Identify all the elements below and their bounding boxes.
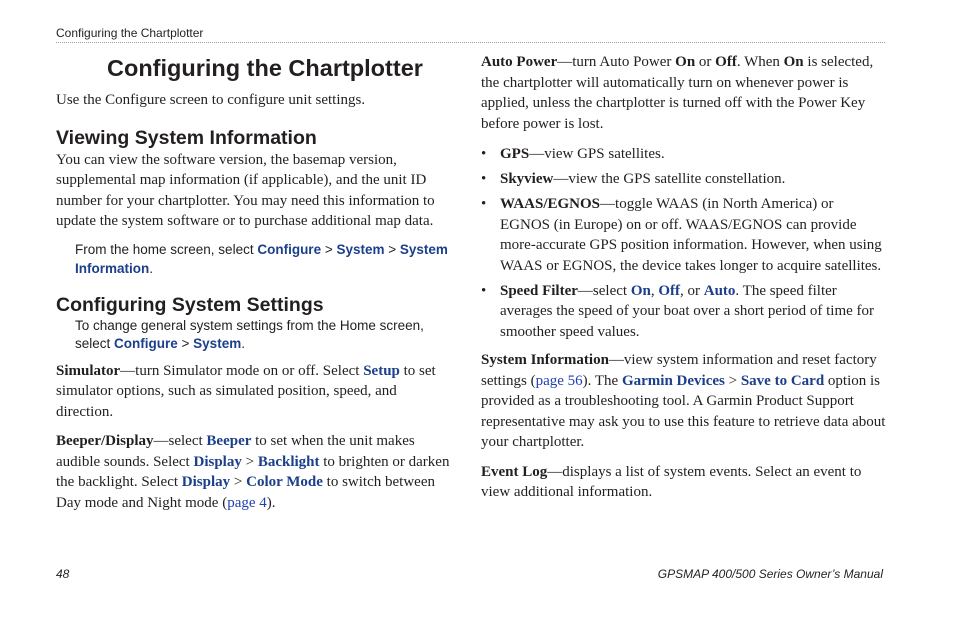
page-number: 48: [56, 567, 70, 581]
gps-options-list: [481, 144, 886, 342]
heading-configuring-system-settings: Configuring System Settings: [56, 293, 324, 316]
simulator-paragraph: Simulator—turn Simulator mode on or off. Select Setup to set simulator options, such as simulated position, speed, and direction.: [56, 362, 436, 420]
beeper-option: Beeper: [206, 433, 252, 449]
page-4-link[interactable]: page 4: [227, 494, 267, 511]
auto-option: Auto: [703, 282, 736, 299]
on-option: On: [630, 282, 651, 299]
bullet-icon: •: [481, 196, 487, 212]
display-option: Display: [193, 453, 242, 470]
manual-title: GPSMAP 400/500 Series Owner’s Manual: [657, 567, 883, 581]
save-to-card-option: Save to Card: [740, 372, 825, 389]
bullet-icon: •: [481, 171, 487, 187]
viewing-system-info-body: You can view the software version, the basemap version, supplemental map information (if applicable), and the unit ID number for your chartplotter. You may need this information to update the system software or to purchase additional map data.: [56, 151, 435, 229]
event-log-paragraph: Event Log—displays a list of system events. Select an event to view additional information.: [481, 463, 862, 500]
list-item: • WAAS/EGNOS—toggle WAAS (in North America) or EGNOS (in Europe) on or off. WAAS/EGNOS can provide more-accurate GPS position information. However, when using WAAS or EGNOS, the device takes longer to acquire satellites.: [481, 196, 882, 274]
system-menu-link[interactable]: System: [336, 241, 385, 257]
system-information-paragraph: System Information—view system information and reset factory settings (page 56). The Garmin Devices > Save to Card option is provided as a troubleshooting tool. A Garmin Product Support representative may ask you to use this feature to retrieve data about your chartplotter.: [481, 352, 886, 450]
page-56-link[interactable]: page 56: [535, 372, 583, 389]
left-column: [56, 52, 456, 513]
list-item: • Skyview—view the GPS satellite constellation.: [481, 169, 886, 190]
bullet-icon: •: [481, 146, 487, 162]
running-header: Configuring the Chartplotter: [56, 26, 204, 40]
intro-paragraph: Use the Configure screen to configure unit settings.: [56, 92, 366, 108]
page-title: Configuring the Chartplotter: [107, 55, 423, 81]
backlight-option: Backlight: [257, 453, 320, 470]
configuring-system-settings-step: To change general system settings from the Home screen, select Configure > System.: [75, 317, 424, 351]
viewing-system-info-step: From the home screen, select Configure > System > System Information.: [75, 241, 448, 276]
off-option: Off: [658, 282, 680, 299]
right-column: [481, 52, 886, 503]
setup-option: Setup: [363, 362, 400, 379]
list-item: • GPS—view GPS satellites.: [481, 144, 886, 165]
garmin-devices-option: Garmin Devices: [621, 372, 725, 389]
system-menu-link[interactable]: System: [193, 335, 242, 351]
auto-power-paragraph: Auto Power—turn Auto Power On or Off. When On is selected, the chartplotter will automatically turn on whenever power is applied, unless the chartplotter is turned off with the Power Key before power is lost.: [481, 54, 874, 132]
header-divider: [56, 42, 885, 43]
beeper-display-paragraph: Beeper/Display—select Beeper to set when the unit makes audible sounds. Select Display > Backlight to brighten or darken the backlight. Select Display > Color Mode to switch between Day mode and Night mode (page 4).: [56, 433, 450, 511]
display-option: Display: [181, 474, 231, 490]
configure-menu-link[interactable]: Configure: [257, 241, 322, 257]
color-mode-option: Color Mode: [246, 474, 323, 490]
system-information-menu-link[interactable]: System Information: [75, 241, 448, 276]
bullet-icon: •: [481, 282, 487, 299]
list-item: • Speed Filter—select On, Off, or Auto. The speed filter averages the speed of your boat over a short period of time for smoother speed values.: [481, 282, 875, 340]
heading-viewing-system-information: Viewing System Information: [56, 126, 317, 149]
configure-menu-link[interactable]: Configure: [114, 335, 178, 351]
